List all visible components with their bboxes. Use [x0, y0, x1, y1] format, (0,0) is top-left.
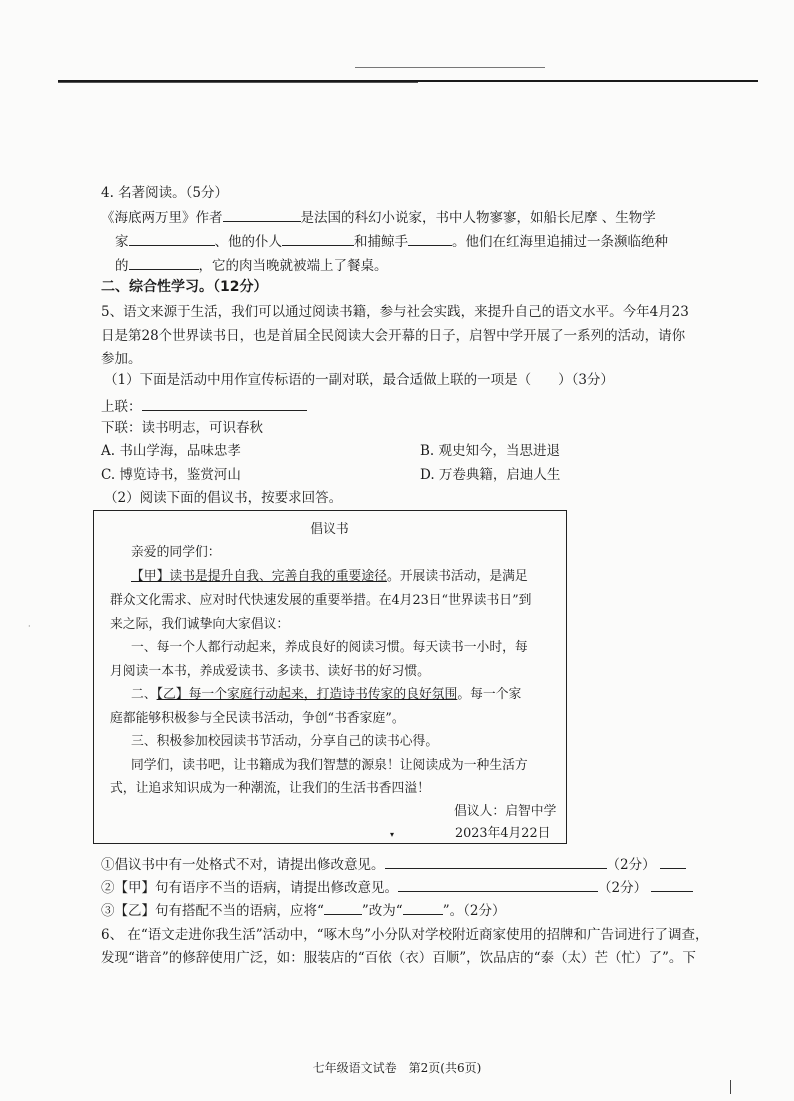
letter-p1-line-2: 群众文化需求、应对时代快速发展的重要举措。在4月23日“世界读书日”到	[110, 593, 532, 608]
scan-scratch-line	[355, 67, 545, 68]
letter-p2-line-2: 月阅读一本书，养成爱读书、多读书、读好书的好习惯。	[110, 664, 430, 679]
q5-intro-3: 参加。	[101, 351, 142, 367]
q5-item-3-text-b: ”改为“	[361, 903, 403, 919]
q4-text-h: ，它的肉当晚就被端上了餐桌。	[198, 258, 388, 274]
letter-p3-prefix: 二、	[131, 687, 157, 702]
letter-date: 2023年4月22日	[455, 826, 551, 841]
proposal-letter-box	[93, 510, 567, 844]
q5-upper-blank[interactable]	[142, 395, 307, 411]
q4-line-1	[101, 206, 656, 228]
letter-p1-line-3: 来之际，我们诚挚向大家倡议：	[110, 617, 290, 632]
letter-yi-tag: 【乙】	[156, 687, 189, 702]
q5-item-3-blank-from[interactable]	[324, 899, 362, 915]
q5-item-1-score-blank[interactable]	[660, 853, 686, 869]
letter-p1-line-1	[131, 567, 528, 587]
q5-item-1-score: （2分）	[606, 857, 656, 873]
letter-p1-rest: 。开展读书活动，是满足	[386, 569, 528, 584]
q4-text-d: 、他的仆人	[214, 234, 282, 250]
q4-text-e: 和捕鲸手	[354, 234, 408, 250]
q4-blank-harpooner[interactable]	[408, 230, 452, 246]
q4-line-2	[115, 230, 668, 252]
letter-p3-rest: 。每一个家	[457, 687, 522, 702]
letter-jia-sentence: 读书是提升自我、完善自我的重要途径	[169, 569, 387, 584]
q4-line-3	[115, 254, 388, 276]
q5-item-1-text: ①倡议书中有一处格式不对，请提出修改意见。	[101, 857, 385, 873]
q5-upper-couplet	[101, 395, 307, 417]
q5-item-2-score: （2分）	[598, 880, 648, 896]
q5-item-2-text: ②【甲】句有语序不当的语病，请提出修改意见。	[101, 880, 398, 896]
q5-upper-label: 上联：	[101, 399, 142, 415]
q5-item-3-blank-to[interactable]	[403, 899, 443, 915]
scan-mark-dot: ▾	[390, 830, 395, 839]
q5-lower-couplet: 下联：读书明志，可识春秋	[101, 420, 263, 436]
header-rule-shadow	[58, 82, 418, 83]
q5-item-3-text-c: ”。（2分）	[442, 903, 506, 919]
q5-option-a[interactable]: A. 书山学海，品味忠孝	[101, 443, 241, 459]
q5-sub-2: （2）阅读下面的倡议书，按要求回答。	[104, 490, 343, 506]
scan-mark-right	[730, 1080, 731, 1094]
q5-sub-1: （1）下面是活动中用作宣传标语的一副对联，最合适做上联的一项是（ ）（3分）	[104, 372, 614, 388]
q4-text-b: 是法国的科幻小说家，书中人物寥寥，如船长尼摩 、生物学	[300, 210, 656, 226]
q5-item-3	[101, 899, 505, 921]
q4-blank-species[interactable]	[129, 254, 199, 270]
q4-text-a: 《海底两万里》作者	[101, 210, 223, 226]
q4-blank-author[interactable]	[223, 206, 301, 222]
q5-option-b[interactable]: B. 观史知今，当思进退	[420, 443, 561, 459]
q4-blank-biologist[interactable]	[129, 230, 215, 246]
q4-title: 4. 名著阅读。（5分）	[101, 185, 229, 201]
q5-item-1-blank[interactable]	[385, 853, 607, 869]
q4-blank-servant[interactable]	[282, 230, 354, 246]
q5-intro-2: 日是第28个世界读书日，也是首届全民阅读大会开幕的日子，启智中学开展了一系列的活动，请你	[101, 328, 686, 344]
q5-item-2	[101, 876, 693, 898]
q6-line-1: 6、 在“语文走进你我生活”活动中，“啄木鸟”小分队对学校附近商家使用的招牌和广告词进行了调查，	[101, 927, 709, 943]
letter-p2-line-1: 一、每一个人都行动起来，养成良好的阅读习惯。每天读书一小时，每	[131, 640, 528, 655]
q5-option-c[interactable]: C. 博览诗书，鉴赏河山	[101, 467, 241, 483]
q5-intro-1: 5、语文来源于生活，我们可以通过阅读书籍，参与社会实践，来提升自己的语文水平。今年4月23	[101, 304, 689, 320]
letter-p5-line-2: 式，让追求知识成为一种潮流，让我们的生活书香四溢！	[110, 781, 430, 796]
letter-p4: 三、积极参加校园读书节活动，分享自己的读书心得。	[131, 734, 439, 749]
letter-greeting: 亲爱的同学们：	[131, 545, 221, 560]
scan-mark-left: ·	[28, 622, 31, 631]
q5-item-2-score-blank[interactable]	[651, 876, 693, 892]
q4-text-c: 家	[115, 234, 129, 250]
letter-p5-line-1: 同学们，读书吧，让书籍成为我们智慧的源泉！让阅读成为一种生活方	[131, 758, 528, 773]
q5-item-1	[101, 853, 686, 875]
q5-item-3-text-a: ③【乙】句有搭配不当的语病，应将“	[101, 903, 324, 919]
q4-text-g: 的	[115, 258, 129, 274]
letter-signer: 倡议人：启智中学	[454, 804, 557, 819]
q6-line-2: 发现“谐音”的修辞使用广泛，如：服装店的“百依（衣）百顺”，饮品店的“泰（太）芒（忙）了”。下	[101, 950, 696, 966]
letter-p3-line-2: 庭都能够积极参与全民读书活动，争创“书香家庭”。	[110, 711, 405, 726]
q5-item-2-blank[interactable]	[398, 876, 598, 892]
q4-text-f: 。他们在红海里追捕过一条濒临绝种	[452, 234, 668, 250]
letter-p3-line-1	[131, 685, 521, 705]
letter-yi-sentence: 每一个家庭行动起来，打造诗书传家的良好氛围	[188, 687, 458, 702]
section-2-heading: 二、综合性学习。（12分）	[101, 279, 268, 295]
letter-jia-tag: 【甲】	[131, 569, 170, 584]
letter-title: 倡议书	[310, 522, 349, 537]
q5-option-d[interactable]: D. 万卷典籍，启迪人生	[420, 467, 561, 483]
page-footer: 七年级语文试卷 第2页(共6页)	[312, 1061, 482, 1075]
